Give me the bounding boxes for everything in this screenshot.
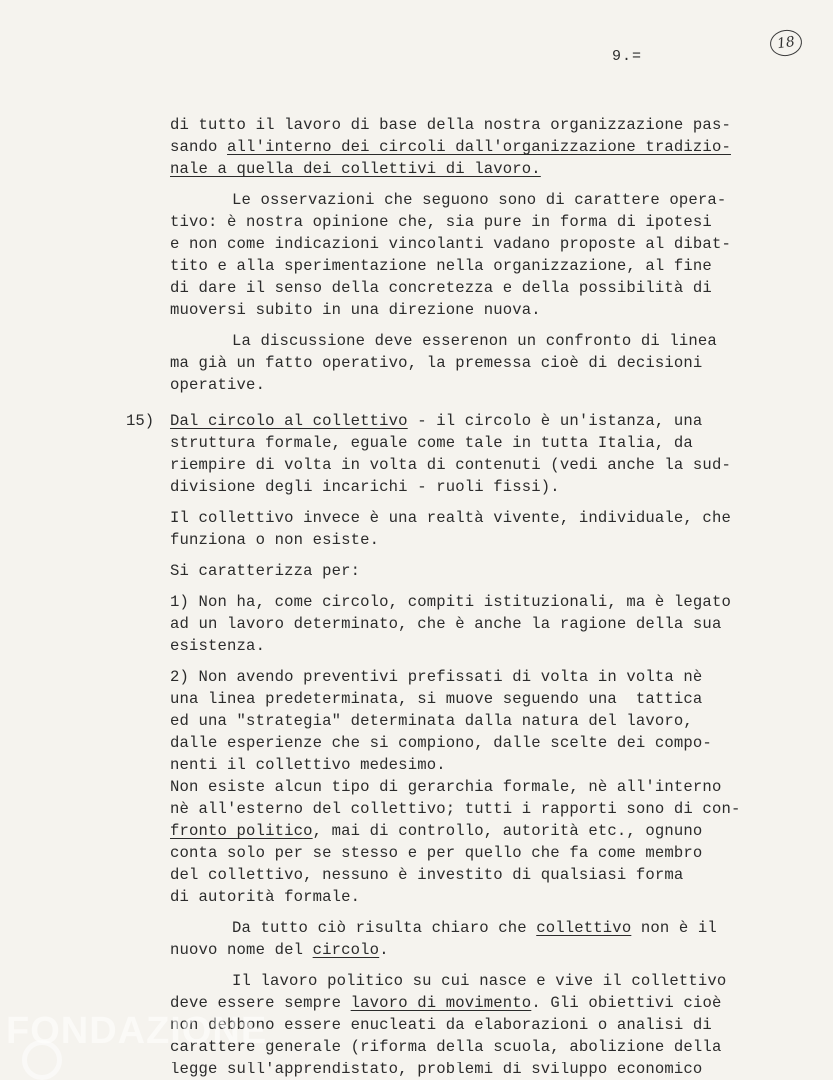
text-line: Da tutto ciò risulta chiaro che collettivo non è il [232, 919, 717, 937]
underlined-text: fronto politico [170, 822, 313, 840]
text-line: Le osservazioni che seguono sono di carattere opera- [232, 191, 727, 209]
text-line [170, 162, 541, 178]
section-heading: Dal circolo al collettivo [170, 412, 408, 430]
text-line: sando all'interno dei circoli dall'organizzazione tradizio- [170, 138, 731, 156]
section-number: 15) [126, 412, 155, 430]
text-line: funziona o non esiste. [170, 531, 380, 549]
text-line: ma già un fatto operativo, la premessa cioè di decisioni [170, 354, 703, 372]
text-line: fronto politico, mai di controllo, autorità etc., ognuno [170, 822, 703, 840]
text-line: deve essere sempre lavoro di movimento. Gli obiettivi cioè [170, 994, 722, 1012]
underlined-text: nale a quella dei collettivi di lavoro. [170, 160, 541, 178]
text-line: operative. [170, 376, 266, 394]
underlined-text: circolo [312, 941, 380, 959]
text-line: e non come indicazioni vincolanti vadano proposte al dibat- [170, 235, 731, 253]
text-line: muoversi subito in una direzione nuova. [170, 301, 541, 319]
text-line: nè all'esterno del collettivo; tutti i rapporti sono di con- [170, 800, 741, 818]
text-line: conta solo per se stesso e per quello che fa come membro [170, 844, 703, 862]
text-line: Dal circolo al collettivo - il circolo è un'istanza, una [170, 412, 703, 430]
text-line: tivo: è nostra opinione che, sia pure in forma di ipotesi [170, 213, 712, 231]
text-line: Non esiste alcun tipo di gerarchia formale, nè all'interno [170, 778, 722, 796]
text-line: una linea predeterminata, si muove seguendo una tattica [170, 690, 703, 708]
text-line: esistenza. [170, 637, 266, 655]
text-line: legge sull'apprendistato, problemi di sviluppo economico [170, 1062, 703, 1078]
text-line: del collettivo, nessuno è investito di qualsiasi forma [170, 866, 684, 884]
watermark-logo [22, 1040, 62, 1080]
text-line: 1) Non ha, come circolo, compiti istituzionali, ma è legato [170, 593, 731, 611]
text-line: non debbono essere enucleati da elaborazioni o analisi di [170, 1016, 712, 1034]
text-line: riempire di volta in volta di contenuti (vedi anche la sud- [170, 456, 731, 474]
text-line: dalle esperienze che si compiono, dalle scelte dei compo- [170, 734, 712, 752]
text-line: carattere generale (riforma della scuola, abolizione della [170, 1038, 722, 1056]
text-line: La discussione deve esserenon un confronto di linea [232, 332, 717, 350]
text-line: Il collettivo invece è una realtà vivente, individuale, che [170, 509, 731, 527]
text-line: tito e alla sperimentazione nella organizzazione, al fine [170, 257, 712, 275]
text-line: Si caratterizza per: [170, 562, 361, 580]
page-number: 9.= [612, 48, 643, 65]
text-line: Il lavoro politico su cui nasce e vive il collettivo [232, 972, 727, 990]
text-line: 2) Non avendo preventivi prefissati di volta in volta nè [170, 668, 703, 686]
underlined-text: collettivo [536, 919, 632, 937]
watermark: FONDAZIONE [6, 1010, 268, 1052]
underlined-text: all'interno dei circoli dall'organizzazione tradizio- [227, 138, 731, 156]
text-line: ed una "strategia" determinata dalla natura del lavoro, [170, 712, 693, 730]
text-line: struttura formale, eguale come tale in tutta Italia, da [170, 434, 693, 452]
text-line: di dare il senso della concretezza e della possibilità di [170, 279, 712, 297]
handwritten-page-number: 18 [768, 28, 803, 58]
text-line: nenti il collettivo medesimo. [170, 756, 446, 774]
text-line: di tutto il lavoro di base della nostra organizzazione pas- [170, 116, 731, 134]
underlined-text: lavoro di movimento [350, 994, 532, 1012]
text-line: divisione degli incarichi - ruoli fissi). [170, 478, 560, 496]
text-line: nuovo nome del circolo. [170, 941, 389, 959]
text-line: di autorità formale. [170, 888, 361, 906]
text-line: ad un lavoro determinato, che è anche la ragione della sua [170, 615, 722, 633]
